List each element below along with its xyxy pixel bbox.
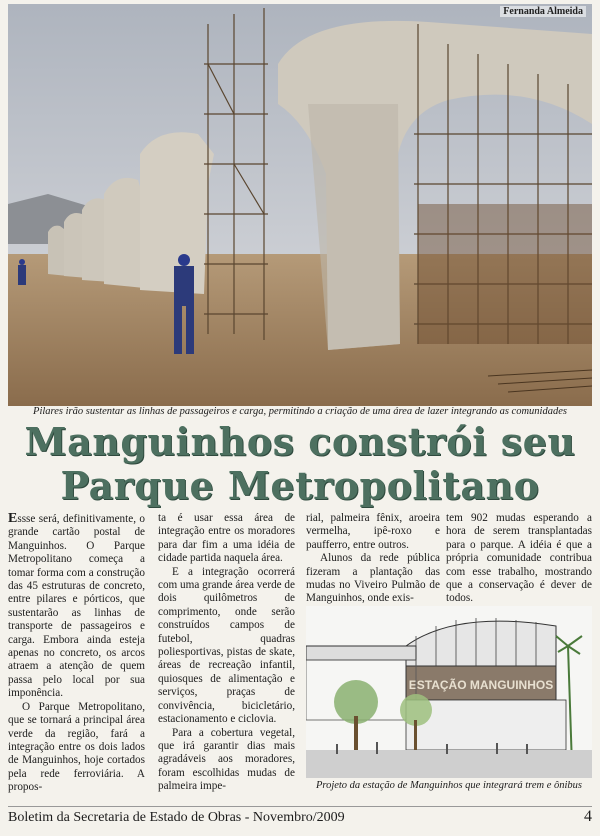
footer-divider: [8, 806, 592, 807]
article-column-4: [446, 512, 592, 606]
footer-publication: Boletim da Secretaria de Estado de Obras - Novembro/2009: [8, 810, 345, 825]
article-paragraph: O Parque Metropolitano, que se tornará a principal área verde da região, fará a integração entre os dois lados de Manguinhos, hoje cortados pela rede ferroviária. A propos-: [8, 700, 145, 794]
rendering-caption: Projeto da estação de Manguinhos que integrará trem e ônibus: [315, 780, 583, 791]
article-paragraph: ta é usar essa área de integração entre os moradores para dar fim a uma idéia de cidade partida naquela área.: [158, 512, 295, 565]
station-sign: ESTAÇÃO MANGUINHOS: [408, 678, 554, 692]
article-paragraph: tem 902 mudas esperando a hora de serem transplantadas para o parque. A idéia é que a própria comunidade contribua com esse trabalho, mostrando que a conservação é dever de todos.: [446, 512, 592, 605]
construction-photo-art: [8, 4, 592, 406]
article-column-1: [8, 512, 145, 795]
article-column-3: [306, 512, 440, 606]
article-paragraph: Para a cobertura vegetal, que irá garantir dias mais agradáveis aos moradores, foram escolhidas mudas de palmeira impe-: [158, 726, 295, 793]
article-paragraph: rial, palmeira fênix, aroeira vermelha, ipê-roxo e paufferro, entre outros.: [306, 512, 440, 551]
station-rendering: [306, 606, 592, 778]
article-paragraph: [8, 512, 145, 701]
station-rendering-art: [306, 606, 592, 778]
headline-line-1: Manguinhos constrói seu: [24, 419, 576, 464]
construction-photo: [8, 4, 592, 406]
headline: [10, 420, 590, 508]
drop-cap: E: [8, 511, 18, 526]
distant-worker-figure: [18, 259, 26, 285]
photo-caption: Pilares irão sustentar as linhas de passageiros e carga, permitindo a criação de uma área de lazer integrando as comunidades: [33, 406, 567, 417]
photo-credit: Fernanda Almeida: [500, 6, 586, 17]
headline-line-2: Parque Metropolitano: [60, 463, 540, 508]
article-paragraph: Alunos da rede pública fizeram a plantação das mudas no Viveiro Pulmão de Manguinhos, onde exis-: [306, 552, 440, 605]
article-column-2: [158, 512, 295, 794]
page-number: 4: [584, 808, 592, 825]
article-paragraph: E a integração ocorrerá com uma grande área verde de dois quilômetros de comprimento, onde serão construídos campos de futebol, quadras poliesportivas, pistas de skate, áreas de recreação infantil, quiosques de alimentação e serviços, praças de convivência, bicicletário, estacionamento e ciclovia.: [158, 565, 295, 726]
article-paragraph-text: ssse será, definitivamente, o grande cartão postal de Manguinhos. O Parque Metropolitano começa a tomar forma com a construção das 45 estruturas de concreto, entre pilares e pórticos, que sustentarão as linhas de transporte de passageiros e carga. Embora ainda esteja apenas no concreto, os arcos atraem a atenção de quem passa pelo local por sua imponência.: [8, 513, 145, 700]
